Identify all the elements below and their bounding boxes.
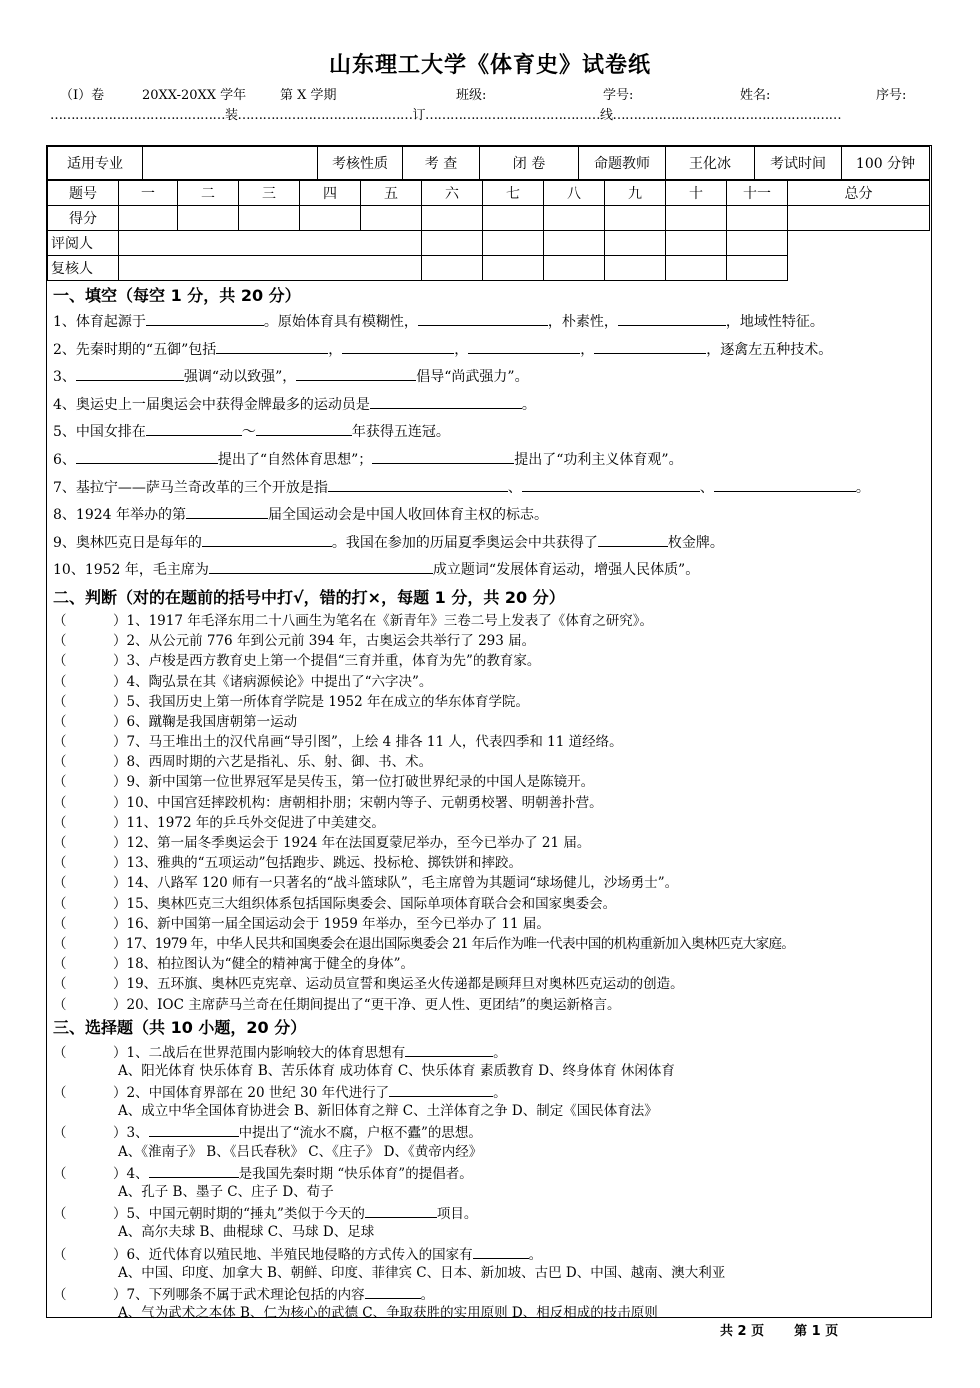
score-cell[interactable] [422,206,483,231]
score-cell[interactable] [300,206,361,231]
name-label: 姓名: [740,88,771,103]
answer-blank[interactable] [389,1081,493,1097]
tf-question: （ ）13、雅典的“五项运动”包括跑步、跳远、投标枪、掷铁饼和摔跤。 [53,855,522,872]
reviewer-cell[interactable] [119,231,422,256]
answer-blank[interactable] [405,1041,493,1057]
total-label: 总分 [788,181,930,206]
score-col: 五 [361,181,422,206]
tf-question: （ ）8、西周时期的六艺是指礼、乐、射、御、书、术。 [53,754,433,771]
score-row-label: 得分 [48,206,119,231]
exam-content [53,283,929,1323]
checker-cell[interactable] [544,256,605,281]
reviewer-cell[interactable] [605,231,666,256]
reviewer-cell[interactable] [727,231,788,256]
exam-title: 山东理工大学《体育史》试卷纸 [328,52,651,78]
mc-options: A、孔子 B、墨子 C、庄子 D、荀子 [118,1184,334,1200]
tf-question: （ ）19、五环旗、奥林匹克宪章、运动员宣誓和奥运圣火传递都是顾拜旦对奥林匹克运动的创造。 [53,976,684,993]
mc-options: A、成立中华全国体育协进会 B、新旧体育之辩 C、土洋体育之争 D、制定《国民体育法》 [118,1103,658,1120]
paper-volume: （I）卷 [60,88,105,103]
answer-blank[interactable] [186,503,268,519]
checker-cell[interactable] [727,256,788,281]
section1-title: 一、填空（每空 1 分，共 20 分） [53,286,301,305]
answer-blank[interactable] [146,420,242,436]
tf-question: （ ）11、1972 年的乒乓外交促进了中美建交。 [53,814,385,831]
mc-question: （ ）4、 是我国先秦时期 “快乐体育”的提倡者。 [53,1162,929,1182]
tf-question: （ ）17、1979 年，中华人民共和国奥委会在退出国际奥委会 21 年后作为唯一代表中国的机构重新加入奥林匹克大家庭。 [53,935,795,952]
mc-options: A、中国、印度、加拿大 B、朝鲜、印度、菲律宾 C、日本、新加坡、古巴 D、中国、越南、澳大利亚 [118,1264,726,1281]
class-label: 班级: [456,88,487,103]
answer-blank[interactable] [149,1162,239,1178]
score-header-row [48,181,930,206]
reviewer-cell[interactable] [483,231,544,256]
answer-blank[interactable] [202,531,332,547]
answer-blank[interactable] [76,365,184,381]
tf-question: （ ）15、奥林匹克三大组织体系包括国际奥委会、国际单项体育联合会和国家奥委会。 [53,895,617,912]
score-col: 九 [605,181,666,206]
exam-type-value: 闭 卷 [480,147,579,180]
score-col: 二 [178,181,239,206]
fill-question-7: 7、基拉宁——萨马兰奇改革的三个开放是指 、 、 。 [53,475,929,503]
checker-cell[interactable] [422,256,483,281]
tf-question: （ ）18、柏拉图认为“健全的精神寓于健全的身体”。 [53,956,414,973]
score-row [48,206,930,231]
mc-question: （ ）7、下列哪条不属于武术理论包括的内容 。 [53,1283,929,1303]
checker-row [48,256,930,281]
answer-blank[interactable] [146,310,264,326]
tf-question: （ ）10、中国宫廷摔跤机构：唐朝相扑朋；宋朝内等子、元朝勇校署、明朝善扑营。 [53,794,603,811]
fill-question-4: 4、奥运史上一届奥运会中获得金牌最多的运动员是 。 [53,392,929,420]
reviewer-row [48,231,930,256]
score-col: 十 [666,181,727,206]
reviewer-cell[interactable] [666,231,727,256]
score-col: 十一 [727,181,788,206]
answer-blank[interactable] [714,476,856,492]
score-table [47,180,930,281]
answer-blank[interactable] [149,1121,239,1137]
section2-title: 二、判断（对的在题前的括号中打√，错的打×，每题 1 分，共 20 分） [53,587,565,607]
tf-question: （ ）3、卢梭是西方教育史上第一个提倡“三育并重，体育为先”的教育家。 [53,653,541,670]
time-value: 100 分钟 [842,147,930,180]
academic-year: 20XX-20XX 学年 [142,88,247,103]
fill-question-2: 2、先秦时期的“五御”包括 ， ， ， ，逐禽左五种技术。 [53,337,929,365]
answer-blank[interactable] [473,1243,529,1259]
nature-label: 考核性质 [318,147,403,180]
teacher-label: 命题教师 [579,147,666,180]
student-id-label: 学号: [603,88,634,103]
answer-blank[interactable] [468,338,580,354]
tf-question: （ ）16、新中国第一届全国运动会于 1959 年举办，至今已举办了 11 届。 [53,915,550,932]
tf-question: （ ）2、从公元前 776 年到公元前 394 年，古奥运会共举行了 293 届。 [53,633,536,650]
seq-label: 序号: [876,88,907,103]
reviewer-row-label: 评阅人 [48,231,119,256]
mc-question: （ ）5、中国元朝时期的“捶丸”类似于今天的 项目。 [53,1202,929,1222]
answer-blank[interactable] [256,420,352,436]
tf-question: （ ）4、陶弘景在其《诸病源候论》中提出了“六字决”。 [53,673,433,690]
score-cell[interactable] [544,206,605,231]
mc-options: A、气为武术之本体 B、仁为核心的武德 C、争取获胜的实用原则 D、相反相成的技击原则 [118,1305,658,1322]
score-cell[interactable] [119,206,178,231]
page-footer [720,1320,868,1339]
answer-blank[interactable] [209,558,433,574]
answer-blank[interactable] [594,338,706,354]
answer-blank[interactable] [522,476,700,492]
score-cell[interactable] [727,206,788,231]
tf-question: （ ）9、新中国第一位世界冠军是吴传玉，第一位打破世界纪录的中国人是陈镜开。 [53,774,595,791]
binding-line: ……………………………………装……………………………………订……………………………………线…………….………………………………… [50,108,842,122]
fill-question-6: 6、 提出了“自然体育思想”； 提出了“功利主义体育观”。 [53,447,929,475]
checker-row-label: 复核人 [48,256,119,281]
total-pages: 共 2 页 [720,1324,765,1339]
fill-question-8: 8、1924 年举办的第 届全国运动会是中国人收回体育主权的标志。 [53,502,929,530]
checker-cell[interactable] [119,256,422,281]
fill-question-3: 3、 强调“动以致强”， 倡导“尚武强力”。 [53,364,929,392]
answer-blank[interactable] [418,310,548,326]
answer-blank[interactable] [76,448,218,464]
exam-info-table [47,146,930,180]
fill-question-10: 10、1952 年，毛主席为 成立题词“发展体育运动，增强人民体质”。 [53,557,929,585]
score-col: 七 [483,181,544,206]
answer-blank[interactable] [370,393,522,409]
score-cell[interactable] [361,206,422,231]
answer-blank[interactable] [365,1202,437,1218]
answer-blank[interactable] [328,476,508,492]
mc-question: （ ）3、 中提出了“流水不腐，户枢不蠹”的思想。 [53,1121,929,1141]
tf-question: （ ）20、IOC 主席萨马兰奇在任期间提出了“更干净、更人性、更团结”的奥运新格言。 [53,996,621,1013]
mc-options: A、高尔夫球 B、曲棍球 C、马球 D、足球 [118,1224,375,1241]
score-col: 八 [544,181,605,206]
section3-title: 三、选择题（共 10 小题，20 分） [53,1017,307,1037]
answer-blank[interactable] [372,448,514,464]
mc-question: （ ）6、近代体育以殖民地、半殖民地侵略的方式传入的国家有 。 [53,1243,929,1263]
major-value [143,147,318,180]
mc-options: A、阳光体育 快乐体育 B、苦乐体育 成功体育 C、快乐体育 素质教育 D、终身体育 休闲体育 [118,1062,675,1079]
score-cell[interactable] [483,206,544,231]
reviewer-cell[interactable] [422,231,483,256]
tf-question: （ ）12、第一届冬季奥运会于 1924 年在法国夏蒙尼举办，至今已举办了 21 届。 [53,835,591,851]
score-col: 六 [422,181,483,206]
checker-cell[interactable] [605,256,666,281]
score-cell[interactable] [788,206,930,231]
tf-question: （ ）1、1917 年毛泽东用二十八画生为笔名在《新青年》三卷二号上发表了《体育之研究》。 [53,612,653,629]
score-cell[interactable] [239,206,300,231]
mc-options: A、《淮南子》 B、《吕氏春秋》 C、《庄子》 D、《黄帝内经》 [118,1143,483,1160]
teacher-value: 王化冰 [666,147,755,180]
checker-cell[interactable] [483,256,544,281]
score-cell[interactable] [178,206,239,231]
exam-frame [46,145,932,1322]
question-number-label: 题号 [48,181,119,206]
checker-cell[interactable] [666,256,727,281]
tf-question: （ ）6、蹴鞠是我国唐朝第一运动 [53,713,298,730]
tf-question: （ ）5、我国历史上第一所体育学院是 1952 年在成立的华东体育学院。 [53,693,530,710]
answer-blank[interactable] [342,338,454,354]
nature-value: 考 查 [403,147,480,180]
answer-blank[interactable] [216,338,328,354]
fill-question-1: 1、体育起源于 。原始体育具有模糊性， ，朴素性， ，地域性特征。 [53,309,929,337]
fill-question-5: 5、中国女排在 ～ 年获得五连冠。 [53,419,929,447]
time-label: 考试时间 [755,147,842,180]
student-info-line [60,84,930,102]
score-col: 一 [119,181,178,206]
answer-blank[interactable] [365,1283,421,1299]
tf-question: （ ）14、八路军 120 师有一只著名的“战斗篮球队”，毛主席曾为其题词“球场健儿，沙场勇士”。 [53,875,679,892]
score-cell[interactable] [666,206,727,231]
mc-question: （ ）1、二战后在世界范围内影响较大的体育思想有 。 [53,1041,929,1061]
tf-question: （ ）7、马王堆出土的汉代帛画“导引图”，上绘 4 排各 11 人，代表四季和 11 道经络。 [53,734,623,751]
major-label: 适用专业 [48,147,143,180]
term: 第 X 学期 [280,88,337,103]
answer-blank[interactable] [296,365,416,381]
mc-question: （ ）2、中国体育界部在 20 世纪 30 年代进行了 。 [53,1081,929,1101]
score-col: 四 [300,181,361,206]
score-col: 三 [239,181,300,206]
fill-question-9: 9、奥林匹克日是每年的 。我国在参加的历届夏季奥运会中共获得了 枚金牌。 [53,530,929,558]
answer-blank[interactable] [598,531,668,547]
page-number: 第 1 页 [794,1324,839,1339]
answer-blank[interactable] [618,310,726,326]
reviewer-cell[interactable] [544,231,605,256]
score-cell[interactable] [605,206,666,231]
